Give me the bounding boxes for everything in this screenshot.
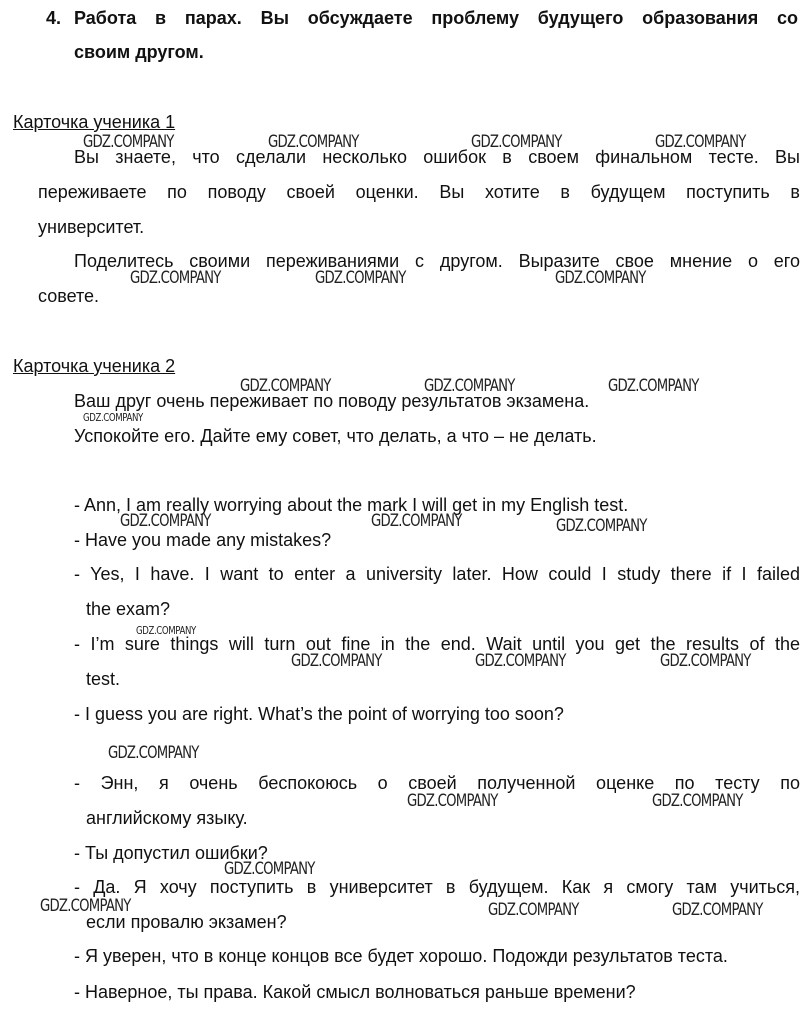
watermark: GDZ.COMPANY: [672, 900, 763, 920]
dialog-ru-line3b: если провалю экзамен?: [86, 912, 287, 932]
dialog-ru-line4: - Я уверен, что в конце концов все будет хорошо. Подожди результатов теста.: [74, 946, 728, 966]
watermark: GDZ.COMPANY: [556, 516, 647, 536]
dialog-en-line4b: test.: [86, 669, 121, 689]
watermark: GDZ.COMPANY: [291, 651, 382, 671]
watermark: GDZ.COMPANY: [488, 900, 579, 920]
dialog-ru-line1a: - Энн, я очень беспокоюсь о своей полученной оценке по тесту по: [74, 773, 800, 793]
watermark: GDZ.COMPANY: [471, 132, 562, 152]
dialog-en-line5: - I guess you are right. What’s the point of worrying too soon?: [74, 704, 564, 724]
dialog-en-line3b: the exam?: [86, 599, 171, 619]
card2-line1: Ваш друг очень переживает по поводу результатов экзамена.: [74, 391, 590, 411]
card1-heading: Карточка ученика 1: [13, 112, 176, 132]
task-title-line1: Работа в парах. Вы обсуждаете проблему будущего образования со: [74, 8, 798, 28]
watermark: GDZ.COMPANY: [475, 651, 566, 671]
watermark: GDZ.COMPANY: [660, 651, 751, 671]
dialog-en-line1: - Ann, I am really worrying about the mark I will get in my English test.: [74, 495, 629, 515]
watermark: GDZ.COMPANY: [315, 268, 406, 288]
watermark: GDZ.COMPANY: [40, 896, 131, 916]
watermark: GDZ.COMPANY: [108, 743, 199, 763]
watermark: GDZ.COMPANY: [652, 791, 743, 811]
card1-paragraph2-line2: совете.: [38, 286, 100, 306]
dialog-ru-line1b: английскому языку.: [86, 808, 248, 828]
dialog-en-line3a: - Yes, I have. I want to enter a university later. How could I study there if I failed: [74, 564, 800, 584]
watermark: GDZ.COMPANY: [655, 132, 746, 152]
watermark: GDZ.COMPANY: [608, 376, 699, 396]
watermark: GDZ.COMPANY: [555, 268, 646, 288]
watermark: GDZ.COMPANY: [407, 791, 498, 811]
watermark: GDZ.COMPANY: [268, 132, 359, 152]
watermark: GDZ.COMPANY: [130, 268, 221, 288]
card1-paragraph1-line2: переживаете по поводу своей оценки. Вы хотите в будущем поступить в: [38, 182, 800, 202]
dialog-en-line4a: - I’m sure things will turn out fine in the end. Wait until you get the results of the: [74, 634, 800, 654]
card2-line2: Успокойте его. Дайте ему совет, что делать, а что – не делать.: [74, 426, 597, 446]
card2-heading: Карточка ученика 2: [13, 356, 176, 376]
dialog-ru-line3a: - Да. Я хочу поступить в университет в будущем. Как я смогу там учиться,: [74, 877, 800, 897]
watermark: GDZ.COMPANY: [224, 859, 315, 879]
watermark: GDZ.COMPANY: [424, 376, 515, 396]
dialog-en-line2: - Have you made any mistakes?: [74, 530, 332, 550]
watermark: GDZ.COMPANY: [83, 132, 174, 152]
watermark: GDZ.COMPANY: [371, 511, 462, 531]
task-title-line2: своим другом.: [74, 42, 204, 62]
dialog-ru-line2: - Ты допустил ошибки?: [74, 843, 268, 863]
card1-paragraph2-line1: Поделитесь своими переживаниями с другом. Выразите свое мнение о его: [74, 251, 800, 271]
watermark: GDZ.COMPANY: [120, 511, 211, 531]
dialog-ru-line5: - Наверное, ты права. Какой смысл волноваться раньше времени?: [74, 982, 636, 1002]
task-number: 4.: [46, 8, 62, 28]
watermark: GDZ.COMPANY: [83, 411, 143, 424]
card1-paragraph1-line3: университет.: [38, 217, 145, 237]
watermark: GDZ.COMPANY: [136, 624, 196, 637]
watermark: GDZ.COMPANY: [240, 376, 331, 396]
card1-paragraph1-line1: Вы знаете, что сделали несколько ошибок в своем финальном тесте. Вы: [74, 147, 800, 167]
